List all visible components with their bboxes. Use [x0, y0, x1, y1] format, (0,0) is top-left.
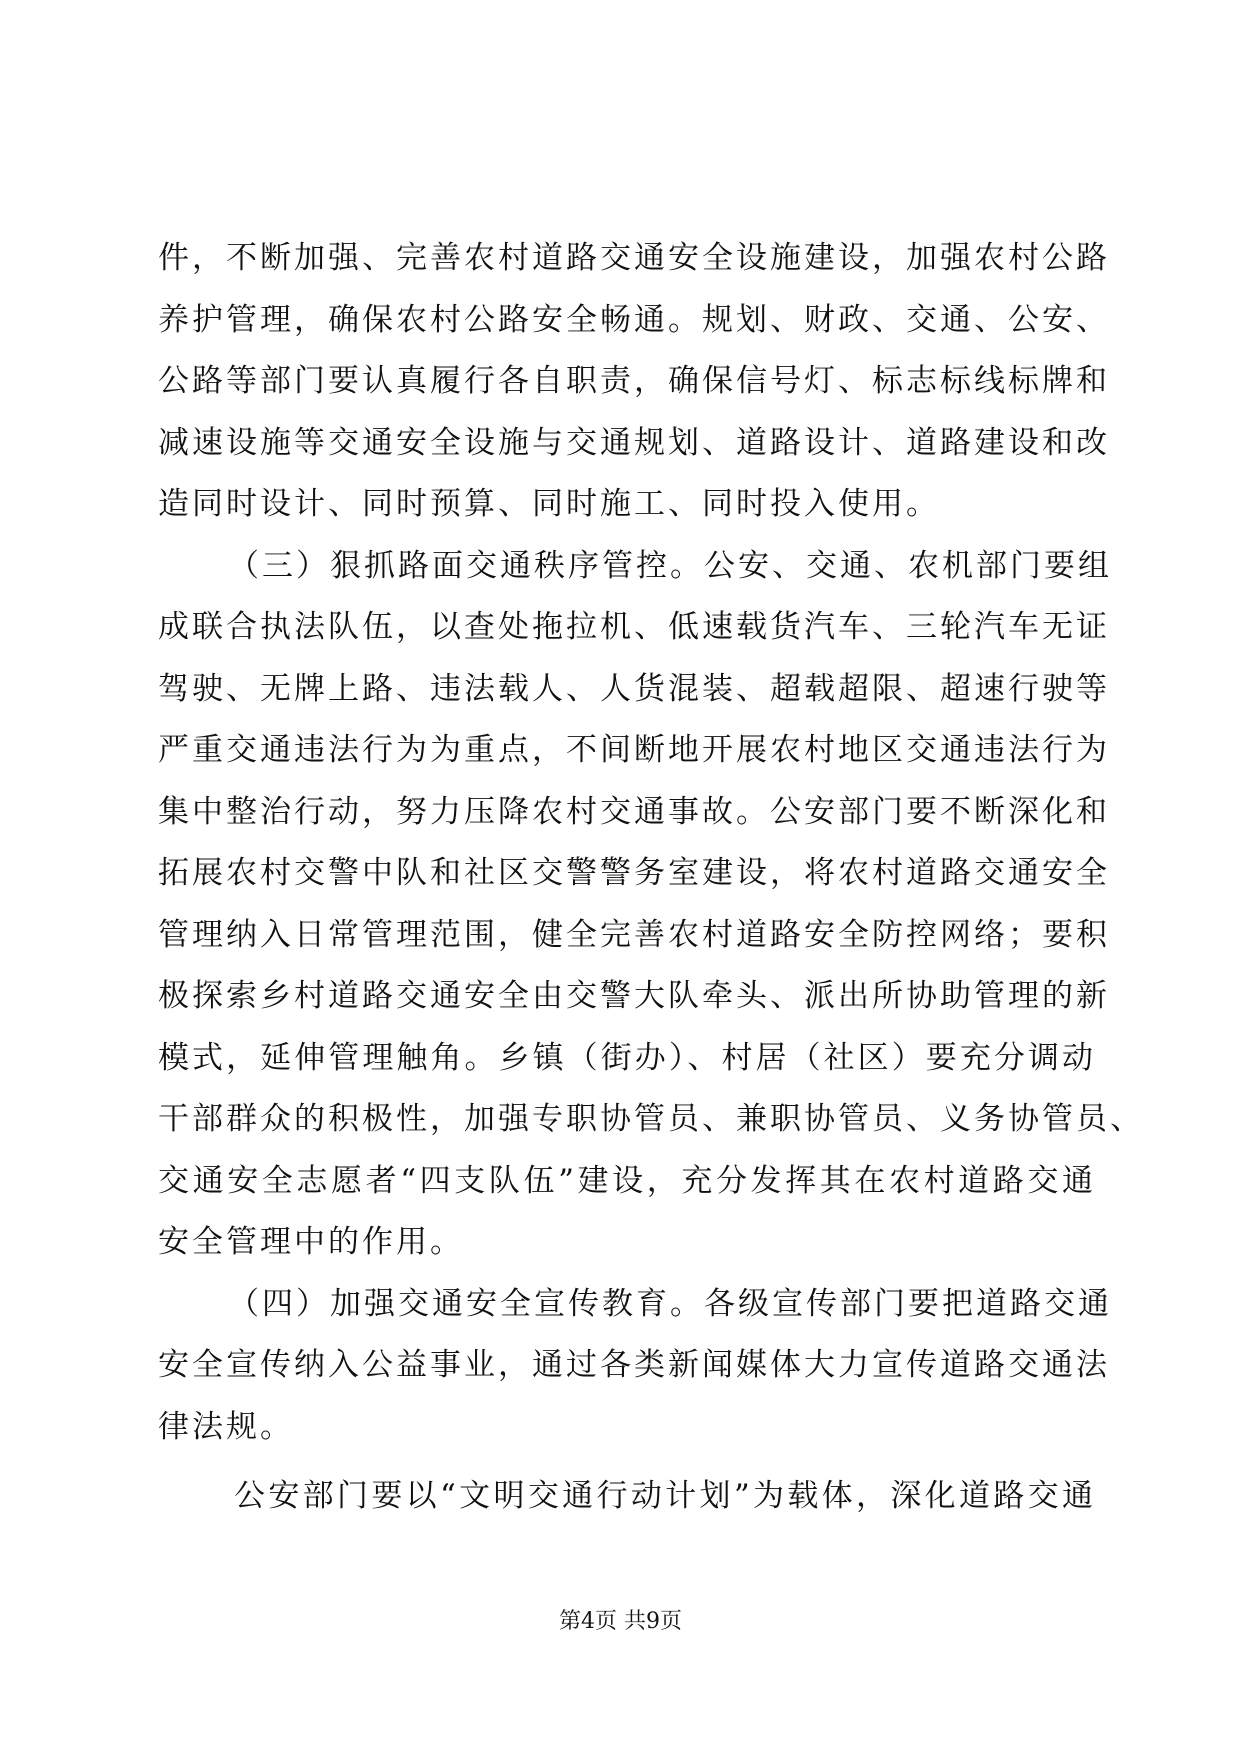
text-line: 拓展农村交警中队和社区交警警务室建设，将农村道路交通安全 — [158, 855, 1110, 891]
text-line: 安全管理中的作用。 — [158, 1224, 464, 1260]
text-line: 减速设施等交通安全设施与交通规划、道路设计、道路建设和改 — [158, 424, 1110, 461]
page-number-footer: 第4页 共9页 — [559, 1609, 682, 1634]
text-line: 管理纳入日常管理范围，健全完善农村道路安全防控网络；要积 — [158, 916, 1110, 953]
text-line: 造同时设计、同时预算、同时施工、同时投入使用。 — [158, 486, 940, 522]
text-line: 集中整治行动，努力压降农村交通事故。公安部门要不断深化和 — [158, 793, 1110, 830]
document-body — [158, 228, 1144, 1528]
text-line: 成联合执法队伍，以查处拖拉机、低速载货汽车、三轮汽车无证 — [158, 609, 1110, 645]
text-line: 件，不断加强、完善农村道路交通安全设施建设，加强农村公路 — [158, 240, 1110, 276]
paragraph-first-line: 公安部门要以“文明交通行动计划”为载体，深化道路交通 — [234, 1478, 1096, 1514]
paragraph-first-line: （四）加强交通安全宣传教育。各级宣传部门要把道路交通 — [228, 1285, 1112, 1322]
paragraph-first-line: （三）狠抓路面交通秩序管控。公安、交通、农机部门要组 — [228, 547, 1112, 584]
text-line: 安全宣传纳入公益事业，通过各类新闻媒体大力宣传道路交通法 — [158, 1347, 1110, 1383]
text-line: 公路等部门要认真履行各自职责，确保信号灯、标志标线标牌和 — [158, 363, 1110, 399]
text-line: 驾驶、无牌上路、违法载人、人货混装、超载超限、超速行驶等 — [158, 670, 1110, 707]
text-line: 严重交通违法行为为重点，不间断地开展农村地区交通违法行为 — [158, 732, 1110, 768]
text-line: 模式，延伸管理触角。乡镇（街办）、村居（社区）要充分调动 — [158, 1039, 1096, 1076]
text-line: 律法规。 — [158, 1408, 294, 1445]
paragraph-gap — [158, 1458, 1096, 1466]
text-line: 交通安全志愿者“四支队伍”建设，充分发挥其在农村道路交通 — [158, 1162, 1096, 1199]
text-line: 养护管理，确保农村公路安全畅通。规划、财政、交通、公安、 — [158, 301, 1110, 338]
text-line: 干部群众的积极性，加强专职协管员、兼职协管员、义务协管员、 — [158, 1101, 1144, 1137]
text-line: 极探索乡村道路交通安全由交警大队牵头、派出所协助管理的新 — [158, 978, 1110, 1014]
